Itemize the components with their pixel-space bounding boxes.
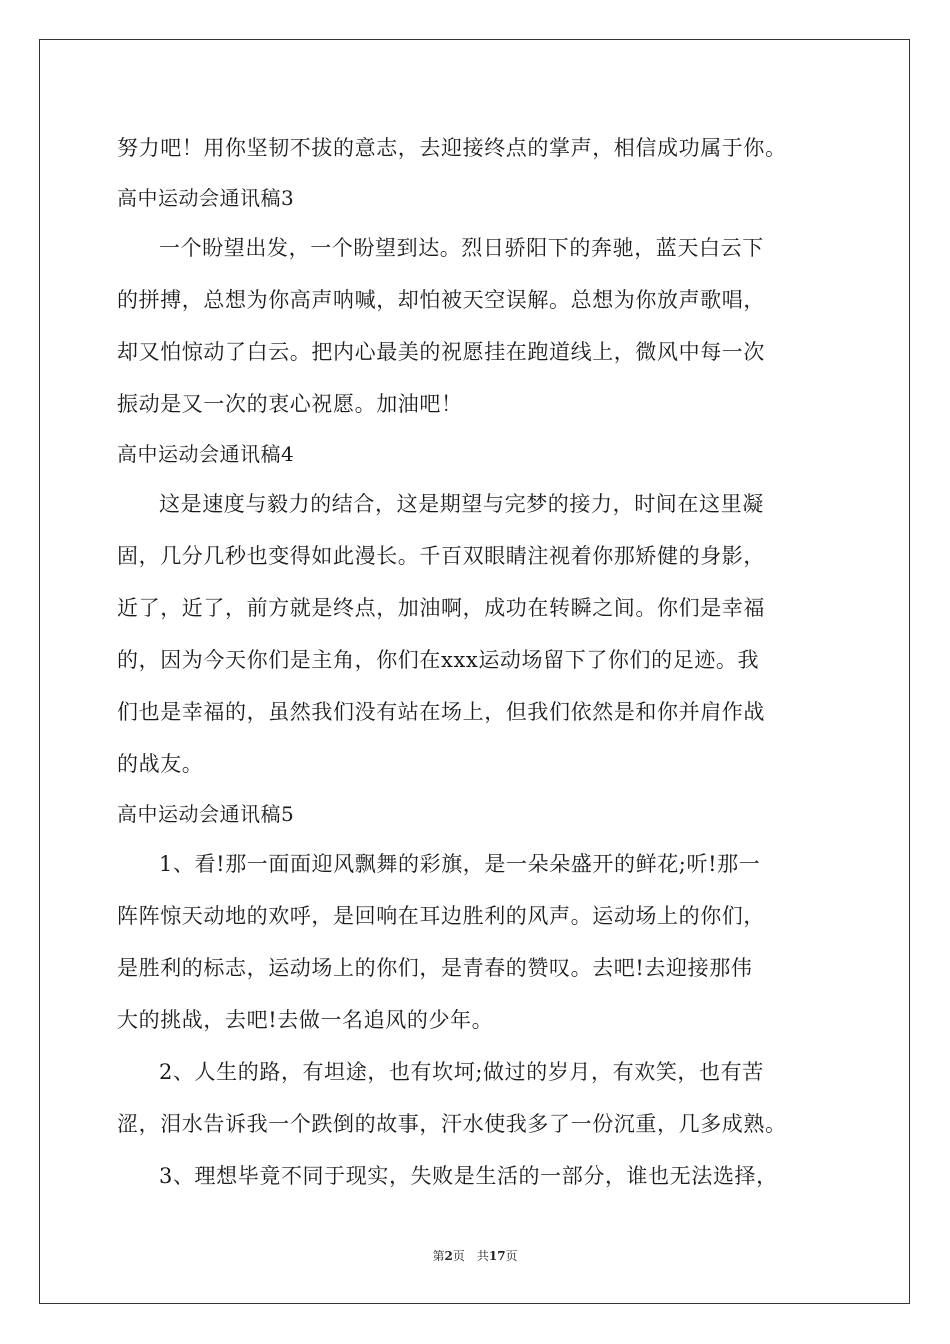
body-text-line: 努力吧！用你坚韧不拔的意志，去迎接终点的掌声，相信成功属于你。 [117, 136, 787, 160]
footer-total-prefix: 共 [476, 1249, 489, 1263]
body-text-line: 3、理想毕竟不同于现实，失败是生活的一部分，谁也无法选择， [159, 1164, 778, 1188]
body-text-line: 的，因为今天你们是主角，你们在xxx运动场留下了你们的足迹。我 [117, 648, 760, 672]
total-page-count: 17 [488, 1249, 506, 1263]
body-text-line: 却又怕惊动了白云。把内心最美的祝愿挂在跑道线上，微风中每一次 [117, 340, 765, 364]
body-text-line: 的拼搏，总想为你高声呐喊，却怕被天空误解。总想为你放声歌唱， [117, 288, 765, 312]
footer-page-suffix: 页 [452, 1249, 465, 1263]
section-heading: 高中运动会通讯稿4 [117, 442, 295, 466]
current-page-number: 2 [444, 1249, 453, 1263]
section-heading: 高中运动会通讯稿5 [117, 802, 295, 826]
body-text-line: 2、人生的路，有坦途，也有坎坷;做过的岁月，有欢笑，也有苦 [159, 1060, 764, 1084]
body-text-line: 一个盼望出发，一个盼望到达。烈日骄阳下的奔驰，蓝天白云下 [159, 236, 764, 260]
body-text-line: 阵阵惊天动地的欢呼，是回响在耳边胜利的风声。运动场上的你们， [117, 904, 765, 928]
document-body [117, 122, 852, 1202]
body-text-line: 近了，近了，前方就是终点，加油啊，成功在转瞬之间。你们是幸福 [117, 596, 765, 620]
body-text-line: 们也是幸福的，虽然我们没有站在场上，但我们依然是和你并肩作战 [117, 700, 765, 724]
body-text-line: 振动是又一次的衷心祝愿。加油吧！ [117, 392, 463, 416]
footer-total-suffix: 页 [505, 1249, 518, 1263]
paragraph-lines [117, 122, 852, 1202]
body-text-line: 是胜利的标志，运动场上的你们，是青春的赞叹。去吧!去迎接那伟 [117, 956, 753, 980]
body-text-line: 涩，泪水告诉我一个跌倒的故事，汗水使我多了一份沉重，几多成熟。 [117, 1112, 787, 1136]
page-footer [0, 1247, 950, 1264]
footer-prefix: 第 [432, 1249, 445, 1263]
body-text-line: 大的挑战，去吧!去做一名追风的少年。 [117, 1008, 494, 1032]
body-text-line: 固，几分几秒也变得如此漫长。千百双眼睛注视着你那矫健的身影， [117, 544, 765, 568]
body-text-line: 1、看!那一面面迎风飘舞的彩旗，是一朵朵盛开的鲜花;听!那一 [159, 852, 761, 876]
section-heading: 高中运动会通讯稿3 [117, 186, 295, 210]
body-text-line: 这是速度与毅力的结合，这是期望与完梦的接力，时间在这里凝 [159, 492, 764, 516]
body-text-line: 的战友。 [117, 752, 204, 776]
